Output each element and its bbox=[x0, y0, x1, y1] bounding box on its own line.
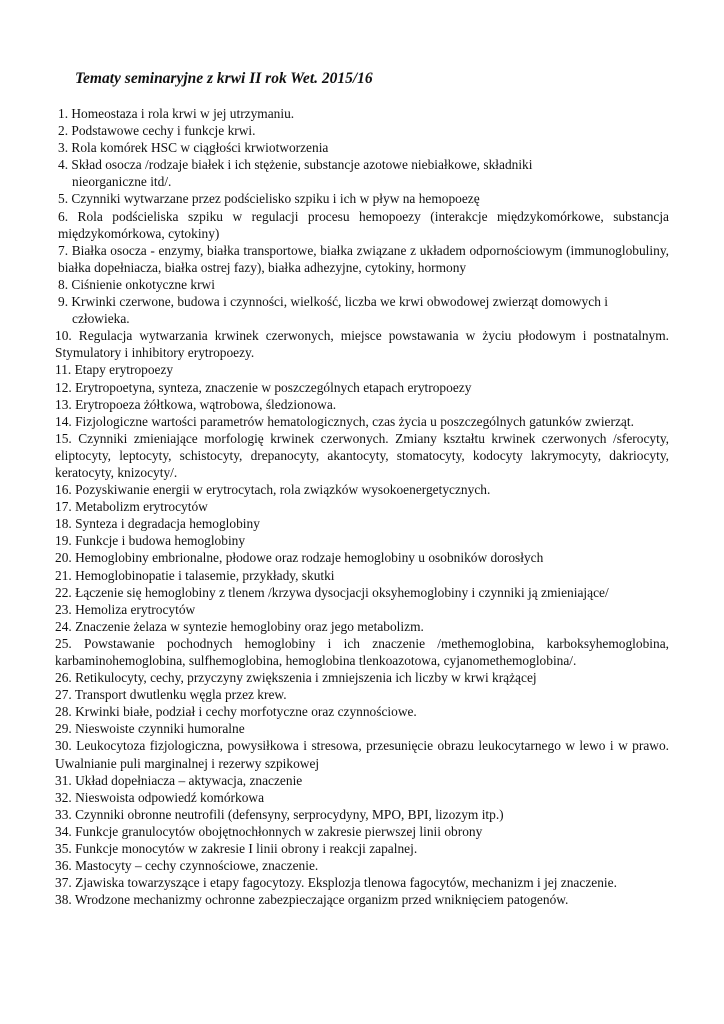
topic-text: 12. Erytropoetyna, synteza, znaczenie w poszczególnych etapach erytropoezy bbox=[55, 379, 472, 395]
topic-text: 36. Mastocyty – cechy czynnościowe, znaczenie. bbox=[55, 858, 319, 874]
topic-item bbox=[55, 276, 669, 293]
topic-text: 31. Układ dopełniacza – aktywacja, znaczenie bbox=[55, 772, 303, 788]
topic-text: 32. Nieswoista odpowiedź komórkowa bbox=[55, 789, 265, 805]
topic-text: 38. Wrodzone mechanizmy ochronne zabezpieczające organizm przed wniknięciem patogenów. bbox=[55, 892, 569, 908]
topic-item bbox=[55, 584, 669, 601]
topic-text: 3. Rola komórek HSC w ciągłości krwiotworzenia bbox=[58, 140, 329, 156]
topic-item bbox=[55, 430, 669, 481]
topic-text: 1. Homeostaza i rola krwi w jej utrzymaniu. bbox=[58, 106, 295, 121]
topic-item bbox=[55, 122, 669, 139]
topic-item bbox=[55, 618, 669, 635]
document-title: Tematy seminaryjne z krwi II rok Wet. 2015/16 bbox=[75, 70, 373, 87]
topic-item bbox=[55, 789, 669, 806]
topic-text: 5. Czynniki wytwarzane przez podścielisko szpiku i ich w pływ na hemopoezę bbox=[58, 191, 480, 207]
topic-item bbox=[55, 549, 669, 566]
topic-text: 7. Białka osocza - enzymy, białka transportowe, białka związane z układem odpornościowym (immunoglobuliny, białka dopełniacza, białka ostrej fazy), białka adhezyjne, cytokiny, hormony bbox=[58, 242, 669, 275]
topic-item bbox=[55, 105, 669, 122]
topic-item bbox=[55, 139, 669, 156]
topic-text: 23. Hemoliza erytrocytów bbox=[55, 601, 196, 617]
topic-text: 16. Pozyskiwanie energii w erytrocytach, rola związków wysokoenergetycznych. bbox=[55, 482, 491, 498]
topic-text-continuation: człowieka. bbox=[72, 311, 130, 327]
topic-item bbox=[55, 840, 669, 857]
topic-item bbox=[55, 498, 669, 515]
topic-text: 4. Skład osocza /rodzaje białek i ich stężenie, substancje azotowe niebiałkowe, składniki bbox=[58, 157, 533, 173]
topic-text: 17. Metabolizm erytrocytów bbox=[55, 499, 208, 515]
topic-text: 15. Czynniki zmieniające morfologię krwinek czerwonych. Zmiany kształtu krwinek czerwonych /sferocyty, eliptocyty, leptocyty, schistocyty, drepanocyty, akantocyty, stomatocyty, kodocyty lakrymocyty, dakriocyty, keratocyty, knizocyty/. bbox=[55, 430, 669, 480]
topic-text: 30. Leukocytoza fizjologiczna, powysiłkowa i stresowa, przesunięcie obrazu leukocytarnego w lewo i w prawo. Uwalnianie puli marginalnej i rezerwy szpikowej bbox=[55, 738, 669, 771]
topic-item bbox=[55, 874, 669, 891]
topic-text: 10. Regulacja wytwarzania krwinek czerwonych, miejsce powstawania w życiu płodowym i postnatalnym. Stymulatory i inhibitory erytropoezy. bbox=[55, 328, 669, 361]
topic-text: 22. Łączenie się hemoglobiny z tlenem /krzywa dysocjacji oksyhemoglobiny i czynniki ją zmieniające/ bbox=[55, 584, 609, 600]
topic-item bbox=[55, 567, 669, 584]
topic-text-continuation: nieorganiczne itd/. bbox=[72, 174, 172, 190]
topic-item bbox=[55, 601, 669, 618]
topic-text: 26. Retikulocyty, cechy, przyczyny zwiększenia i zmniejszenia ich liczby w krwi krążącej bbox=[55, 670, 537, 686]
topic-item bbox=[55, 737, 669, 771]
topic-item bbox=[55, 293, 669, 327]
topic-text: 11. Etapy erytropoezy bbox=[55, 362, 174, 378]
topic-item bbox=[55, 515, 669, 532]
topic-text: 18. Synteza i degradacja hemoglobiny bbox=[55, 516, 260, 532]
topic-item bbox=[55, 379, 669, 396]
topic-item bbox=[55, 823, 669, 840]
topic-text: 28. Krwinki białe, podział i cechy morfotyczne oraz czynnościowe. bbox=[55, 704, 417, 720]
topic-text: 2. Podstawowe cechy i funkcje krwi. bbox=[58, 123, 256, 139]
topic-text: 35. Funkcje monocytów w zakresie I linii obrony i reakcji zapalnej. bbox=[55, 841, 418, 857]
topic-text: 14. Fizjologiczne wartości parametrów hematologicznych, czas życia u poszczególnych gatunków zwierząt. bbox=[55, 413, 634, 429]
topic-item bbox=[55, 635, 669, 669]
topic-item bbox=[55, 857, 669, 874]
topic-item bbox=[55, 772, 669, 789]
topic-item bbox=[55, 327, 669, 361]
topic-item bbox=[55, 669, 669, 686]
topic-item bbox=[55, 686, 669, 703]
topic-item bbox=[55, 532, 669, 549]
topic-text: 19. Funkcje i budowa hemoglobiny bbox=[55, 533, 246, 549]
topic-text: 29. Nieswoiste czynniki humoralne bbox=[55, 721, 245, 737]
topic-text: 20. Hemoglobiny embrionalne, płodowe oraz rodzaje hemoglobiny u osobników dorosłych bbox=[55, 550, 544, 566]
topic-item bbox=[55, 891, 669, 908]
topic-item bbox=[55, 396, 669, 413]
topic-text: 25. Powstawanie pochodnych hemoglobiny i ich znaczenie /methemoglobina, karboksyhemoglobina, karbaminohemoglobina, sulfhemoglobina, hemoglobina tlenkoazotowa, cyjanomethemoglobina/. bbox=[55, 635, 669, 668]
topic-item bbox=[55, 208, 669, 242]
topic-text: 9. Krwinki czerwone, budowa i czynności, wielkość, liczba we krwi obwodowej zwierząt domowych i bbox=[58, 294, 608, 310]
topic-text: 34. Funkcje granulocytów obojętnochłonnych w zakresie pierwszej linii obrony bbox=[55, 823, 483, 839]
topic-text: 6. Rola podścieliska szpiku w regulacji procesu hemopoezy (interakcje międzykomórkowe, substancja międzykomórkowa, cytokiny) bbox=[58, 208, 669, 241]
topic-text: 24. Znaczenie żelaza w syntezie hemoglobiny oraz jego metabolizm. bbox=[55, 618, 424, 634]
topic-item bbox=[55, 720, 669, 737]
topic-list bbox=[55, 105, 669, 908]
topic-item bbox=[55, 242, 669, 276]
topic-item bbox=[55, 806, 669, 823]
topic-text: 33. Czynniki obronne neutrofili (defensyny, serprocydyny, MPO, BPI, lizozym itp.) bbox=[55, 806, 504, 822]
topic-text: 27. Transport dwutlenku węgla przez krew. bbox=[55, 687, 287, 703]
topic-item bbox=[55, 190, 669, 207]
topic-text: 37. Zjawiska towarzyszące i etapy fagocytozy. Eksplozja tlenowa fagocytów, mechanizm i jej znaczenie. bbox=[55, 875, 617, 891]
topic-item bbox=[55, 156, 669, 190]
topic-text: 8. Ciśnienie onkotyczne krwi bbox=[58, 276, 215, 292]
topic-item bbox=[55, 481, 669, 498]
topic-item bbox=[55, 361, 669, 378]
topic-item bbox=[55, 703, 669, 720]
topic-text: 21. Hemoglobinopatie i talasemie, przykłady, skutki bbox=[55, 567, 335, 583]
topic-item bbox=[55, 413, 669, 430]
topic-text: 13. Erytropoeza żółtkowa, wątrobowa, śledzionowa. bbox=[55, 396, 337, 412]
